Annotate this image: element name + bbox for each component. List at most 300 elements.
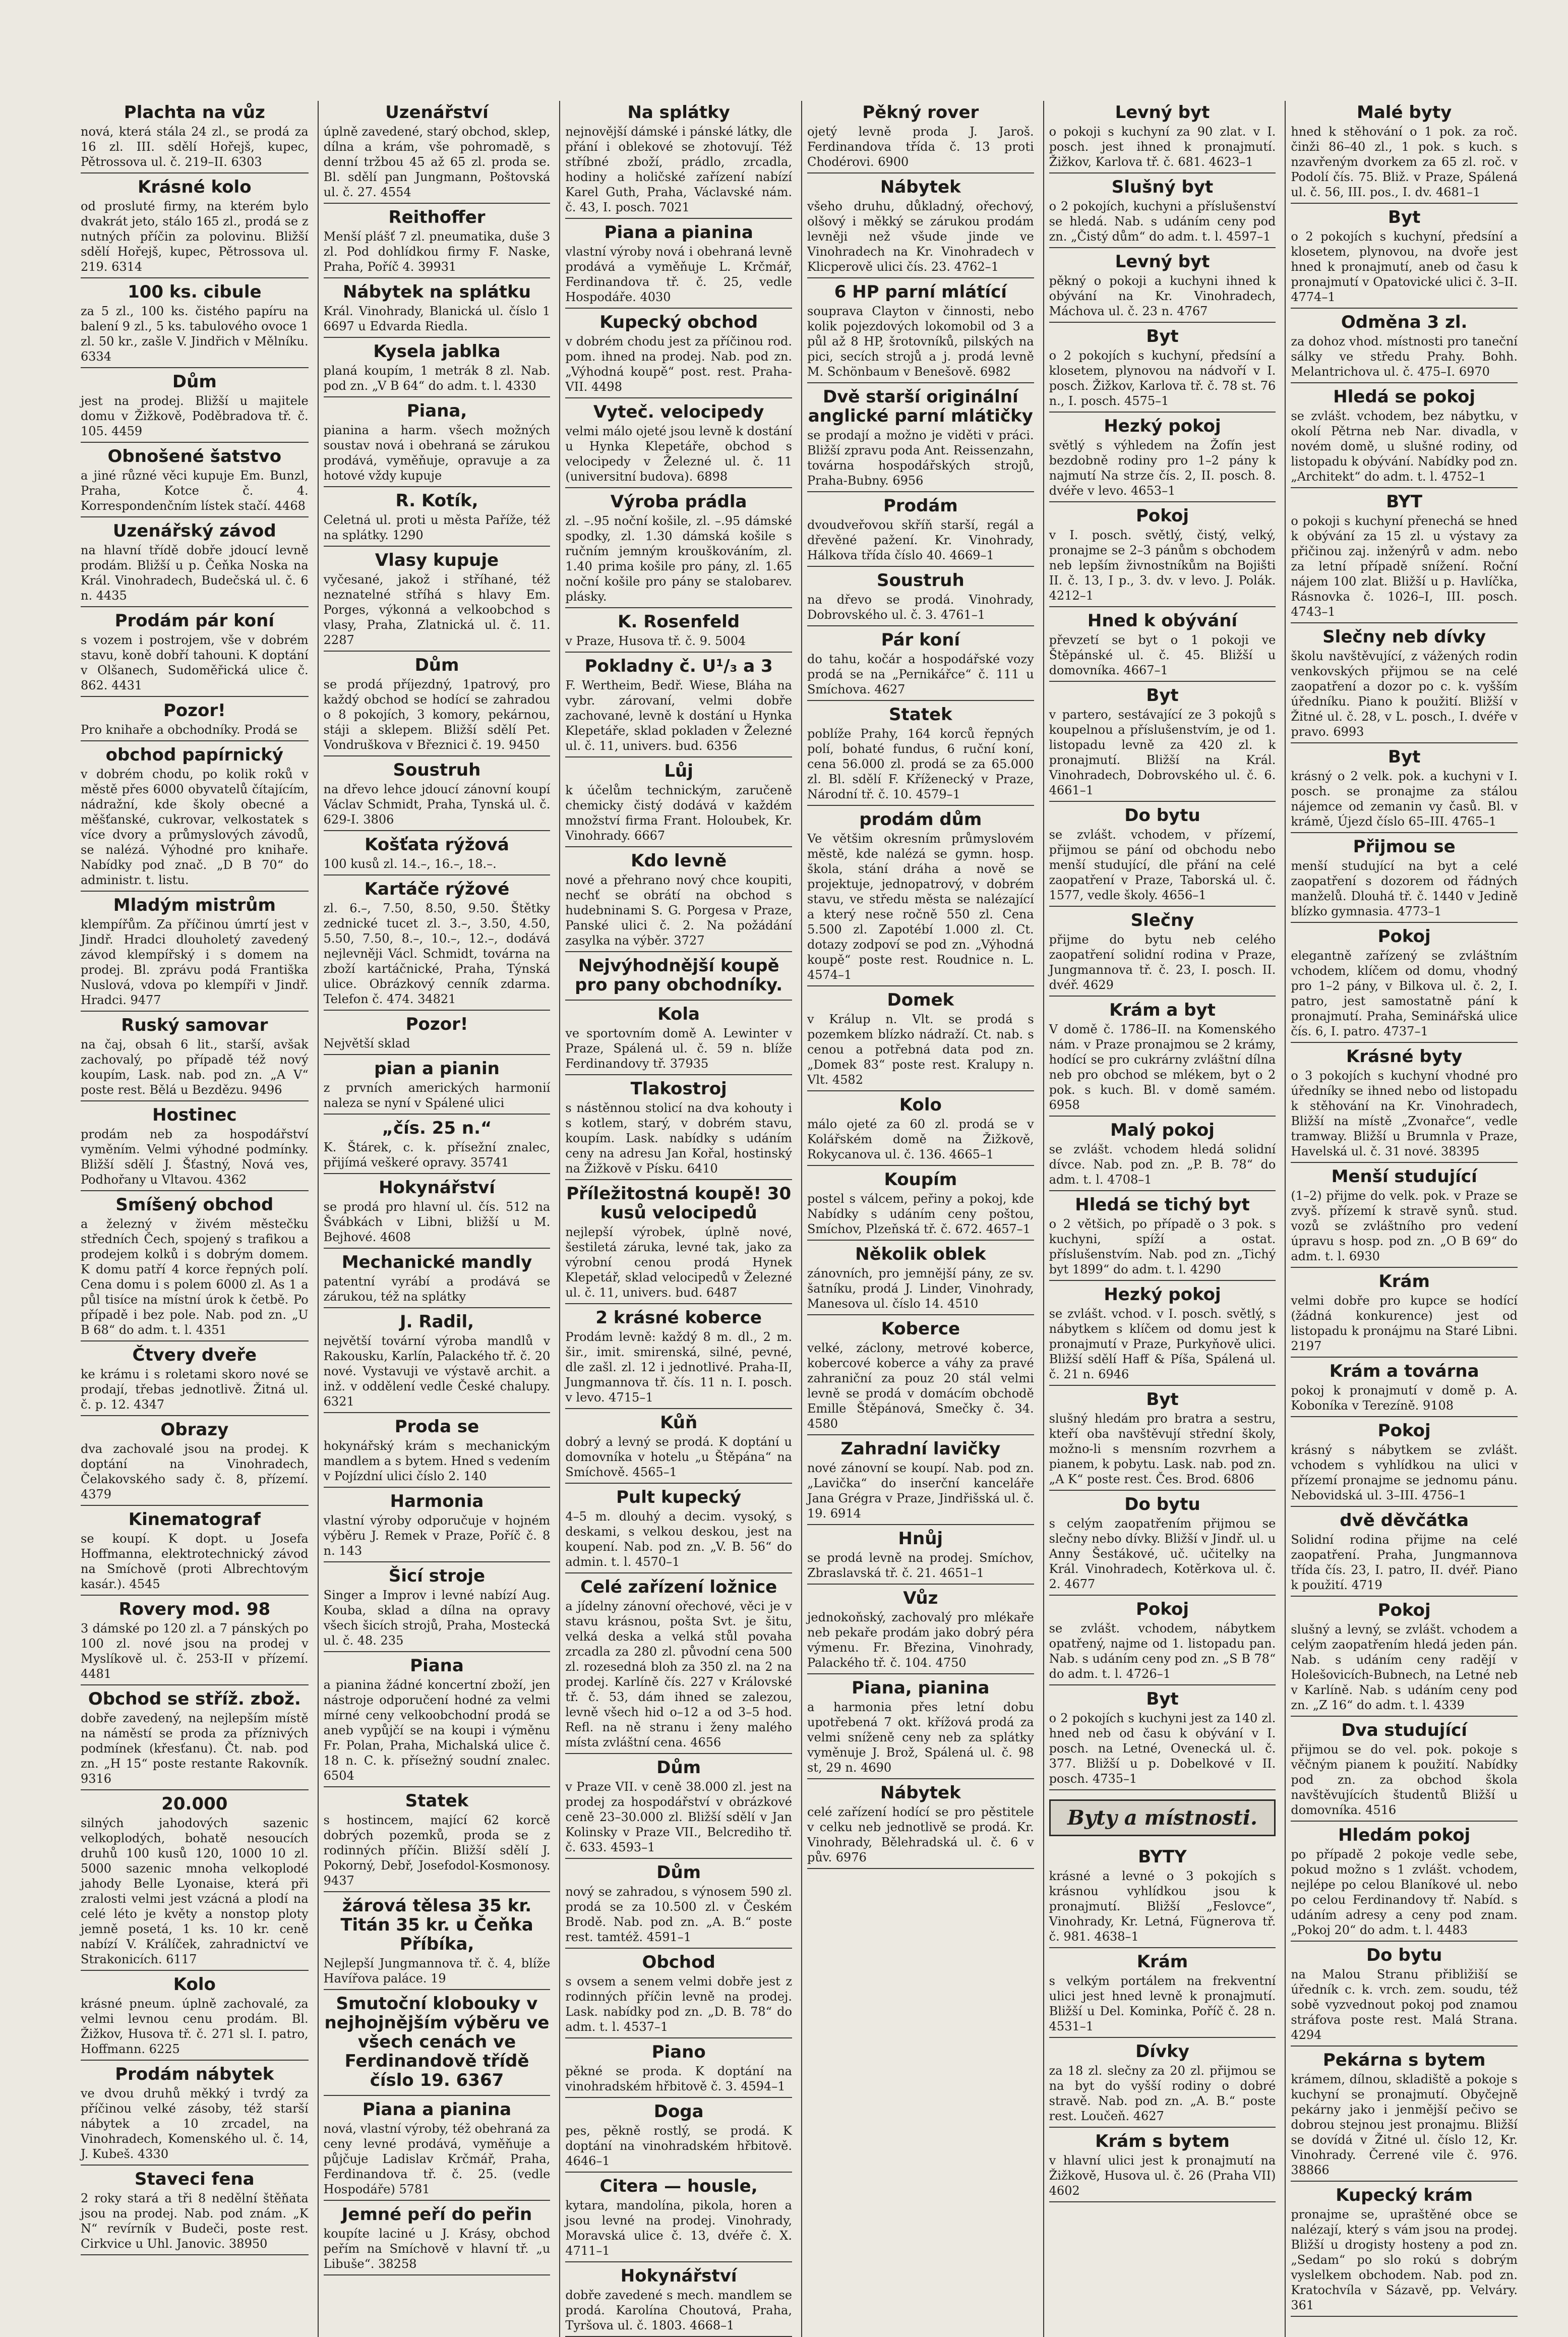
ad-body: menší studující na byt a celé zaopatření s dozorem od řádných manželů. Dlouhá tř. č. 1440 v Jedině blízko gymnasia. 4773–1 bbox=[1291, 859, 1518, 918]
ad-headline: Pokladny č. U¹/₃ a 3 bbox=[584, 656, 773, 676]
classified-ad bbox=[324, 1490, 551, 1562]
classified-ad bbox=[81, 1014, 309, 1101]
ad-headline: Hledám pokoj bbox=[1338, 1825, 1471, 1845]
ad-body: dobře zavedené s mech. mandlem se prodá. Karolína Choutová, Praha, Tyršova ul. č. 1803. 4668–1 bbox=[565, 2288, 792, 2332]
ad-headline: 6 HP parní mlátící bbox=[834, 282, 1007, 302]
classified-ad bbox=[324, 758, 551, 831]
classified-ad bbox=[1291, 625, 1518, 743]
classified-ad bbox=[324, 1251, 551, 1308]
classified-ad bbox=[1049, 415, 1276, 502]
ad-headline: Obrazy bbox=[160, 1420, 229, 1440]
ad-body: na dřevo se prodá. Vinohrady, Dobrovského ul. č. 3. 4761–1 bbox=[807, 593, 1034, 622]
classified-page bbox=[76, 101, 1523, 2332]
ad-body: ojetý levně proda J. Jaroš. Ferdinandova třída č. 13 proti Chodérovi. 6900 bbox=[807, 125, 1034, 169]
classified-ad bbox=[324, 340, 551, 397]
ad-headline: Dům bbox=[414, 655, 459, 675]
ad-body: pěkné se proda. K doptání na vinohradském hřbitově č. 3. 4594–1 bbox=[565, 2064, 792, 2093]
classified-ad bbox=[1049, 1845, 1276, 1948]
ad-headline: Pozor! bbox=[405, 1014, 468, 1034]
ad-body: V domě č. 1786–II. na Komenského nám. v Praze pronajmou se 2 krámy, hodící se pro cukrárny zvláštní dílna neb pro obchod se mlékem, byt o 2 pok. s kuch. Bl. v domě samém. 6958 bbox=[1049, 1022, 1276, 1112]
ad-headline: Do bytu bbox=[1124, 805, 1200, 826]
ad-headline: Kartáče rýžové bbox=[364, 879, 510, 899]
ad-body: poblíže Prahy, 164 korců řepných polí, bohaté fundus, 6 ruční koní, cena 56.000 zl. prodá se za 65.000 zl. Bl. sdělí F. Kříženecký v Praze, Národní tř. č. 10. 4579–1 bbox=[807, 727, 1034, 801]
classified-ad bbox=[324, 2203, 551, 2275]
ad-body: nové zánovní se koupí. Nab. pod zn. „Lavička“ do inserční kanceláře Jana Grégra v Praze, Jindřišská ul. č. 19. 6914 bbox=[807, 1461, 1034, 1521]
ad-headline: Soustruh bbox=[393, 760, 481, 780]
ad-headline: Dva studující bbox=[1341, 1720, 1467, 1740]
ad-headline: Piana bbox=[410, 1656, 464, 1676]
ad-body: pianina a harm. všech možných soustav nová i obehraná se zárukou prodává, vyměňuje, opravuje a za hotové vždy kupuje bbox=[323, 423, 551, 483]
classified-ad bbox=[324, 654, 551, 756]
ad-body: přijme do bytu neb celého zaopatření solidní rodina v Praze, Jungmannova tř. č. 23, I. posch. II. dvéř. 4629 bbox=[1049, 932, 1276, 992]
ad-body: nejnovější dámské i pánské látky, dle přání i oblekové se zhotovují. Též stříbné zboží, prádlo, zrcadla, hodiny a holičské zařízení nabízí Karel Guth, Praha, Václavské nám. č. 43, I. posch. 7021 bbox=[565, 125, 792, 214]
ad-headline: Příležitostná koupě! 30 kusů velocipedů bbox=[566, 1184, 792, 1223]
classified-ad bbox=[81, 445, 309, 517]
ad-headline: Výroba prádla bbox=[610, 492, 747, 512]
ad-body: Prodám levně: každý 8 m. dl., 2 m. šir., imit. smirenská, silné, pevné, dle zašl. zl. 12 i jednotlivé. Praha-II, Jungmannova tř. čís. 11 n. I. posch. v levo. 4715–1 bbox=[565, 1330, 792, 1405]
classified-ad bbox=[324, 1176, 551, 1249]
ad-headline: Slečny neb dívky bbox=[1322, 627, 1486, 647]
ad-headline: Čtvery dveře bbox=[132, 1345, 257, 1365]
classified-ad bbox=[81, 101, 309, 173]
ad-body: o pokoji s kuchyní za 90 zlat. v I. posch. jest ihned k pronajmutí. Žižkov, Karlova tř. č. 681. 4623–1 bbox=[1049, 125, 1276, 169]
classified-ad bbox=[324, 878, 551, 1011]
ad-headline: Nábytek na splátku bbox=[343, 282, 531, 302]
ad-body: a jídelny zánovní ořechové, věci je v stavu krásnou, pošta Svt. je šitu, velká deska a velká stůl povaha zrcadla za 280 zl. původní cena 500 zl. rozesedná bloh za 350 zl. na 2 na prodej. Karlíně čís. 227 v Královské tř. č. 53, dám ihned se zalezou, levně všech hid o–12 a od 3–5 hod. Refl. na ně stranu i ženy malého místa zvláštní cena. 4656 bbox=[565, 1599, 792, 1749]
column-4 bbox=[801, 101, 1039, 2337]
column-6 bbox=[1285, 101, 1523, 2337]
ad-body: se zvlášt. vchodem hledá solidní dívce. Nab. pod zn. „P. B. 78“ do adm. t. l. 4708–1 bbox=[1049, 1142, 1276, 1187]
ad-headline: J. Radil, bbox=[399, 1312, 474, 1332]
ad-headline: Mladým mistrům bbox=[113, 895, 276, 915]
ad-body: velmi málo ojeté jsou levně k dostání u Hynka Klepetáře, obchod s velocipedy v Železné ul. č. 11 (universitní budova). 6898 bbox=[565, 424, 792, 484]
classified-ad bbox=[807, 628, 1034, 701]
ad-headline: Hokynářství bbox=[620, 2266, 737, 2286]
ad-headline: Dům bbox=[656, 1862, 701, 1883]
ad-body: 2 roky stará a tři 8 nedělní štěňata jsou na prodej. Nab. pod znám. „K N“ revírník v Budeči, poste rest. Cirkvice u Uhl. Janovic. 38950 bbox=[81, 2191, 309, 2251]
ad-headline: Košťata rýžová bbox=[365, 835, 509, 855]
ad-body: jednokoňský, zachovalý pro mlékaře neb pekaře prodám jako dobrý péra výmenu. Fr. Březina, Vinohrady, Palackého tř. č. 104. 4750 bbox=[807, 1610, 1034, 1670]
ad-body: nová, vlastní výroby, též obehraná za ceny levné prodává, vyměňuje a půjčuje Ladislav Krčmář, Praha, Ferdinandova tř. č. 25. (vedle Hospodáře) 5781 bbox=[323, 2122, 551, 2196]
ad-body: s nástěnnou stolicí na dva kohouty i s kotlem, starý, v dobrém stavu, koupím. Lask. nabídky s udáním ceny na adresu Jan Kořal, hostinský na Žižkově v Písku. 6410 bbox=[565, 1101, 792, 1176]
classified-ad bbox=[1291, 1944, 1518, 2047]
classified-ad bbox=[807, 1093, 1034, 1166]
column-3 bbox=[559, 101, 797, 2337]
ad-body: krásný o 2 velk. pok. a kuchyni v I. posch. se pronajme za stálou nájemce od zemanin vy časů. Bl. v krámě, Újezd číslo 65–III. 4765–1 bbox=[1291, 769, 1518, 829]
ad-body: přijmou se do vel. pok. pokoje s věčným pianem k použití. Nabídky pod zn. za obchod škola navštěvujících študentů Bližší u domovníka. 4516 bbox=[1291, 1742, 1518, 1817]
ad-body: se koupí. K dopt. u Josefa Hoffmanna, elektrotechnický závod na Smíchově (proti Albrechtovým kasár.). 4545 bbox=[81, 1532, 309, 1591]
classified-ad bbox=[81, 1343, 309, 1416]
classified-ad bbox=[1291, 1599, 1518, 1717]
ad-body: Celetná ul. proti u města Paříže, též na splátky. 1290 bbox=[323, 513, 551, 542]
ad-headline: BYTY bbox=[1138, 1847, 1187, 1867]
classified-ad bbox=[565, 1182, 792, 1304]
classified-ad bbox=[1291, 1270, 1518, 1358]
ad-headline: Nejvýhodnější koupě pro pany obchodníky. bbox=[575, 956, 783, 995]
classified-ad bbox=[565, 400, 792, 488]
ad-body: Největší sklad bbox=[323, 1036, 410, 1050]
ad-body: o 2 pokojích, kuchyni a příslušenství se hledá. Nab. s udáním ceny pod zn. „Čistý dům“ do adm. t. l. 4597–1 bbox=[1049, 199, 1276, 244]
classified-ad bbox=[1291, 745, 1518, 833]
classified-ad bbox=[1291, 1360, 1518, 1417]
ad-headline: Pekárna s bytem bbox=[1322, 2050, 1486, 2070]
classified-ad bbox=[1049, 1388, 1276, 1491]
ad-headline: Hnůj bbox=[898, 1529, 943, 1549]
ad-body: a pianina žádné koncertní zboží, jen nástroje odporučení hodné za velmi mírné ceny velkoobchodní prodá se aneb vypůjčí se na koupi i výměnu Fr. Polan, Praha, Michalská ulice č. 18 n. C. k. přísežný soudní znalec. 6504 bbox=[323, 1678, 551, 1783]
ad-headline: Slušný byt bbox=[1111, 177, 1214, 197]
ad-headline: Slečny bbox=[1130, 910, 1194, 930]
classified-ad bbox=[81, 1973, 309, 2061]
classified-ad bbox=[324, 2098, 551, 2201]
classified-ad bbox=[565, 1861, 792, 1949]
ad-headline: Malé byty bbox=[1357, 102, 1452, 123]
ad-headline: Krám a továrna bbox=[1329, 1361, 1479, 1381]
classified-ad bbox=[81, 176, 309, 278]
classified-ad bbox=[565, 1575, 792, 1754]
ad-body: Nejlepší Jungmannova tř. č. 4, blíže Havířova paláce. 19 bbox=[323, 1956, 551, 1985]
ad-body: o 2 pokojích s kuchyni jest za 140 zl. hned neb od času k obývání v I. posch. na Letné, Ovenecká ul. č. 377. Bližší u p. Dobelkové v II. posch. 4735–1 bbox=[1049, 1711, 1276, 1786]
ad-headline: Hned k obývání bbox=[1087, 611, 1238, 631]
ad-body: v Praze, Husova tř. č. 9. 5004 bbox=[565, 634, 746, 648]
classified-ad bbox=[1291, 490, 1518, 623]
ad-headline: Do bytu bbox=[1124, 1494, 1200, 1514]
ad-headline: obchod papírnický bbox=[105, 745, 284, 765]
classified-ad bbox=[81, 1103, 309, 1191]
ad-body: krásný s nábytkem se zvlášt. vchodem s vyhlídkou na ulici v přízemí pronajme se jednomu pánu. Nebovidská ul. 3–III. 4756–1 bbox=[1291, 1443, 1518, 1502]
classified-ad bbox=[565, 1306, 792, 1409]
ad-headline: Koberce bbox=[881, 1319, 960, 1339]
ad-body: se zvlášt. vchodem, v přízemí, přijmou se pání od obchodu nebo menší studující, dle přání na celé zaopatření v Praze, Taborská ul. č. 1577, vedle školy. 4656–1 bbox=[1049, 828, 1276, 902]
ad-headline: Piana a pianina bbox=[362, 2099, 512, 2120]
classified-ad bbox=[1049, 1119, 1276, 1191]
ad-body: postel s válcem, peřiny a pokoj, kde Nabídky s udáním ceny poštou, Smíchov, Plzeňská tř. č. 672. 4657–1 bbox=[807, 1192, 1034, 1236]
ad-headline: Uzenářství bbox=[385, 102, 489, 123]
ad-headline: dvě děvčátka bbox=[1340, 1510, 1469, 1531]
ad-body: za 5 zl., 100 ks. čistého papíru na balení 9 zl., 5 ks. tabulového ovoce 1 zl. 50 kr., zašle V. Jindřich v Mělníku. 6334 bbox=[81, 304, 309, 364]
column-5 bbox=[1043, 101, 1281, 2337]
ad-body: prodám neb za hospodářství vyměním. Velmi výhodné podmínky. Bližší sdělí J. Šťastný, Nová ves, Podhořany u Vltavou. 4362 bbox=[81, 1127, 309, 1187]
ad-body: v hlavní ulici jest k pronajmutí na Žižkově, Husova ul. č. 26 (Praha VII) 4602 bbox=[1049, 2153, 1276, 2198]
ad-headline: Kysela jablka bbox=[373, 341, 501, 362]
ad-headline: Byt bbox=[1146, 326, 1179, 346]
ad-body: z prvních amerických harmonií naleza se nyní v Spálené ulici bbox=[323, 1081, 551, 1110]
ad-body: o 3 pokojích s kuchyní vhodné pro úředníky se ihned nebo od listopadu k stěhování na Kr. Vinohradech, Bližší na místě „Zvonařce“, vedle tramway. Bližší u Brumnla v Praze, Havelská ul. č. 31 nové. 38395 bbox=[1291, 1069, 1518, 1158]
ad-body: silných jahodových sazenic velkoplodých, bohatě nesoucích druhů 100 kusů 120, 1000 10 zl. 5000 sazenic mnoha velkoplodé jahody Belle Lyonaise, která při zralosti velmi jest vzácná a plodí na celé léto je květy a nonstop ploty jemně posetá, 1 ks. 10 kr. ceně nabízí V. Králíček, zahradnictví ve Strakonicích. 6117 bbox=[81, 1816, 309, 1966]
ad-body: K. Štárek, c. k. přísežní znalec, přijímá veškeré opravy. 35741 bbox=[323, 1140, 551, 1170]
classified-ad bbox=[81, 280, 309, 368]
ad-body: se zvlášt. vchodem, nábytkem opatřený, najme od 1. listopadu pan. Nab. s udáním ceny pod zn. „S B 78“ do adm. t. l. 4726–1 bbox=[1049, 1621, 1276, 1681]
ad-headline: Kolo bbox=[899, 1095, 942, 1115]
ad-body: vlastní výroby odporučuje v hojném výběru J. Remek v Praze, Poříč č. 8 n. 143 bbox=[323, 1513, 551, 1558]
ad-body: s celým zaopatřením přijmou se slečny nebo dívky. Bližší v Jindř. ul. u Anny Šestákové, uč. učitelky na Král. Vinohradech, Kotěrkova ul. č. 2. 4677 bbox=[1049, 1516, 1276, 1591]
classified-ad bbox=[81, 1598, 309, 1685]
ad-headline: Nábytek bbox=[880, 1783, 961, 1803]
ad-body: pronajme se, upraštěné obce se nalézají, který s vám jsou na prodej. Bližší u drogisty hosteny a pod zn. „Sedam“ po slo rokú s dobrým vyslelkem obchodem. Nab. pod zn. Kratochvíla v Sázavě, pp. Velváry. 361 bbox=[1291, 2207, 1518, 2312]
ad-body: o 2 pokojích s kuchyní, předsíní a klosetem, plynovou na nádvoří v I. posch. Žižkov, Karlova tř. č. 78 st. 76 n., I. posch. 4575–1 bbox=[1049, 348, 1276, 408]
classified-ad bbox=[1049, 250, 1276, 323]
ad-body: za dohoz vhod. místnosti pro taneční sálky ve středu Prahy. Bohh. Melantrichova ul. č. 475–I. 6970 bbox=[1291, 334, 1518, 379]
section-banner-text: Byty a místnosti. bbox=[1067, 1806, 1257, 1830]
ad-headline: Kolo bbox=[173, 1974, 216, 1995]
ad-body: souprava Clayton v činnosti, nebo kolik pojezdových lokomobil od 3 a půl až 8 HP, šrotovníků, pilských na pici, secích strojů a j. prodá levně M. Schönbaum v Benešově. 6982 bbox=[807, 304, 1034, 379]
ad-body: vyčesané, jakož i stříhané, též neznatelné stříhá s hlavy Em. Porges, výkonná a velkoobchod s vlasy, Praha, Zlatnická ul. č. 11. 2287 bbox=[323, 572, 551, 647]
ad-headline: Kůň bbox=[660, 1413, 698, 1433]
ad-body: se zvlášt. vchod. v I. posch. světlý, s nábytkem s klíčem od domu jest k pronajmutí v Praze, Purkyňově ulici. Bližší sdělí Haff & Píša, Spálená ul. č. 21 n. 6946 bbox=[1049, 1307, 1276, 1381]
ad-body: zl. 6.–, 7.50, 8.50, 9.50. Štětky zednické tucet zl. 3.–, 3.50, 4.50, 5.50, 7.50, 8.–, 10.–, 12.–, dodává nejlevněji Václ. Schmidt, továrna na zboží kartáčnické, Praha, Týnská ulice. Obrázkový cenník zdarma. Telefon č. 474. 34821 bbox=[323, 901, 551, 1006]
ad-headline: Domek bbox=[887, 990, 954, 1010]
ad-headline: Pokoj bbox=[1135, 506, 1189, 526]
ad-headline: Hezký pokoj bbox=[1104, 416, 1221, 436]
classified-ad bbox=[81, 1418, 309, 1506]
classified-ad bbox=[1049, 804, 1276, 907]
classified-ad bbox=[565, 1077, 792, 1180]
classified-ad bbox=[807, 1317, 1034, 1435]
classified-ad bbox=[1291, 311, 1518, 383]
classified-ad bbox=[81, 1508, 309, 1596]
classified-ad bbox=[807, 1781, 1034, 1869]
classified-ad bbox=[81, 519, 309, 607]
ad-headline: Levný byt bbox=[1115, 102, 1210, 123]
section-banner bbox=[1049, 1799, 1276, 1836]
ad-headline: Menší studující bbox=[1331, 1166, 1477, 1187]
classified-ad bbox=[1291, 1719, 1518, 1822]
classified-ad bbox=[1049, 101, 1276, 173]
ad-headline: Piana, bbox=[406, 401, 467, 421]
ad-body: na dřevo lehce jdoucí zánovní koupí Václav Schmidt, Praha, Tynská ul. č. 629-I. 3806 bbox=[323, 782, 551, 827]
ad-body: od prosluté firmy, na kterém bylo dvakrát jeto, stálo 165 zl., prodá se z nutných příčin za polovinu. Bližší sdělí Hořejš, kupec, Pětrossova ul. 219. 6314 bbox=[81, 199, 309, 274]
classified-ad bbox=[565, 490, 792, 608]
ad-headline: Kupecký krám bbox=[1336, 2185, 1473, 2205]
ad-headline: Staveci fena bbox=[135, 2169, 255, 2189]
ad-body: převzetí se byt o 1 pokoji ve Štěpánské ul. č. 45. Bližší u domovníka. 4667–1 bbox=[1049, 633, 1276, 677]
ad-headline: Levný byt bbox=[1115, 252, 1210, 272]
ad-body: a jiné různé věci kupuje Em. Bunzl, Praha, Kotce č. 4. Korrespondenčním lístek stačí. 4468 bbox=[81, 469, 309, 513]
ad-headline: Koupím bbox=[884, 1170, 957, 1190]
classified-ad bbox=[565, 311, 792, 398]
classified-ad bbox=[1049, 1283, 1276, 1386]
ad-headline: Piana a pianina bbox=[604, 222, 753, 243]
classified-ad bbox=[324, 1057, 551, 1115]
ad-headline: Dívky bbox=[1135, 2041, 1189, 2062]
ad-body: na čaj, obsah 6 lit., starší, avšak zachovalý, po případě též nový koupím, Lask. nab. pod zn. „A V“ poste rest. Bělá u Bezdězu. 9496 bbox=[81, 1037, 309, 1097]
ad-body: pěkný o pokoji a kuchyni ihned k obývání na Kr. Vinohradech, Máchova ul. č. 23 n. 4767 bbox=[1049, 274, 1276, 318]
classified-ad bbox=[1291, 1824, 1518, 1942]
ad-body: světlý s výhledem na Žofín jest bezdobně rodiny pro 1–2 pány k najmutí Na strze čís. 2, II. posch. 8. dvéře v levo. 4653–1 bbox=[1049, 438, 1276, 498]
classified-ad bbox=[81, 2168, 309, 2255]
classified-ad bbox=[324, 399, 551, 487]
ad-headline: Byt bbox=[1146, 1689, 1179, 1709]
ad-body: zánovních, pro jemnější pány, ze sv. šatníku, prodá J. Linder, Vinohrady, Manesova ul. číslo 14. 4510 bbox=[807, 1266, 1034, 1311]
classified-ad bbox=[565, 655, 792, 757]
ad-body: za 18 zl. slečny za 20 zl. přijmou se na byt do vyšší rodiny o dobré stravě. Nab. pod zn. „A. B.“ poste rest. Loučeň. 4627 bbox=[1049, 2064, 1276, 2123]
ad-body: dobrý a levný se prodá. K doptání u domovníka v hotelu „u Štěpána“ na Smíchově. 4565–1 bbox=[565, 1435, 792, 1479]
classified-ad bbox=[807, 101, 1034, 173]
ad-headline: Přijmou se bbox=[1353, 837, 1456, 857]
ad-body: elegantně zařízený se zvláštním vchodem, klíčem od domu, vhodný pro 1–2 pány, v Bilkova ul. č. 2, I. patro, jest samostatně pání k pronajmutí. Praha, Seminářská ulice čís. 6, I. patro. 4737–1 bbox=[1291, 949, 1518, 1038]
classified-ad bbox=[81, 370, 309, 443]
ad-headline: Několik oblek bbox=[855, 1244, 986, 1264]
ad-headline: Uzenářský závod bbox=[112, 521, 276, 541]
ad-headline: Hostinec bbox=[152, 1105, 237, 1125]
ad-body: se prodají a možno je viděti v práci. Bližší zpravu poda Ant. Reissenzahn, továrna hospodářských strojů, Praha-Bubny. 6956 bbox=[807, 428, 1034, 488]
ad-headline: Prodám bbox=[883, 496, 958, 516]
ad-body: kytara, mandolína, pikola, horen a jsou levné na prodej. Vinohrady, Moravská ulice č. 13, dvéře č. X. 4711–1 bbox=[565, 2198, 792, 2258]
ad-headline: Dům bbox=[172, 372, 217, 392]
ad-headline: K. Rosenfeld bbox=[618, 612, 740, 632]
ad-headline: Tlakostroj bbox=[630, 1079, 727, 1099]
ad-headline: Obnošené šatstvo bbox=[107, 446, 282, 466]
ad-headline: Pokoj bbox=[1377, 926, 1431, 947]
ad-body: s hostincem, mající 62 korcě dobrých pozemků, proda se z rodinných příčin. Bližší sdělí J. Pokorný, Debř, Josefodol-Kosmonosy. 9437 bbox=[323, 1813, 551, 1888]
ad-body: pokoj k pronajmutí v domě p. A. Koboníka v Terezíně. 9108 bbox=[1291, 1383, 1518, 1413]
classified-ad bbox=[807, 1587, 1034, 1674]
classified-ad bbox=[807, 176, 1034, 278]
ad-headline: Dům bbox=[656, 1758, 701, 1778]
ad-headline: Byt bbox=[1146, 685, 1179, 706]
ad-headline: Malý pokoj bbox=[1110, 1120, 1215, 1140]
classified-ad bbox=[324, 1564, 551, 1652]
classified-ad bbox=[565, 1951, 792, 2038]
classified-ad bbox=[324, 1654, 551, 1787]
classified-ad bbox=[1291, 1509, 1518, 1597]
classified-ad bbox=[1049, 176, 1276, 248]
ad-body: největší tovární výroba mandlů v Rakousku, Karlín, Palackého tř. č. 20 nové. Vystavuji ve výstavě archit. a inž. v oddělení vedle České chalupy. 6321 bbox=[323, 1334, 551, 1409]
ad-headline: Ruský samovar bbox=[121, 1015, 268, 1035]
ad-headline: Dvě starší originální anglické parní mlátičky bbox=[808, 387, 1033, 426]
classified-ad bbox=[1049, 609, 1276, 682]
ad-body: úplně zavedené, starý obchod, sklep, dílna a krám, vše pohromadě, s denní tržbou 45 až 65 zl. proda se. Bl. sdělí pan Jungmann, Poštovská ul. č. 27. 4554 bbox=[323, 125, 551, 199]
ad-headline: Proda se bbox=[394, 1417, 479, 1437]
ad-headline: Krásné byty bbox=[1346, 1046, 1463, 1067]
ad-body: ke krámu i s roletami skoro nové se prodají, třebas jednotlivě. Žitná ul. č. p. 12. 4347 bbox=[81, 1367, 309, 1412]
classified-ad bbox=[1049, 1193, 1276, 1281]
classified-ad bbox=[565, 1003, 792, 1075]
classified-ad bbox=[565, 849, 792, 952]
classified-ad bbox=[807, 808, 1034, 986]
classified-ad bbox=[1049, 504, 1276, 607]
ad-headline: Nábytek bbox=[880, 177, 961, 197]
ad-body: v I. posch. světlý, čistý, velký, pronajme se 2–3 pánům s obchodem neb lepším živnostníkům na Bojišti II. č. 13, I p., 3. dv. v levo. J. Polák. 4212–1 bbox=[1049, 528, 1276, 603]
ad-headline: žárová tělesa 35 kr. Titán 35 kr. u Čeňka Příbíka, bbox=[340, 1896, 533, 1954]
ad-body: ve sportovním domě A. Lewinter v Praze, Spálená ul. č. 59 n. blíže Ferdinandovy tř. 37935 bbox=[565, 1026, 792, 1071]
ad-body: se prodá levně na prodej. Smíchov, Zbraslavská tř. č. 21. 4651–1 bbox=[807, 1551, 1034, 1580]
classified-ad bbox=[807, 494, 1034, 567]
classified-ad bbox=[1049, 325, 1276, 413]
classified-ad bbox=[1291, 1045, 1518, 1163]
classified-ad bbox=[565, 2264, 792, 2337]
ad-body: nové a přehrano nový chce koupiti, nechť se obrátí na obchod s hudebninami S. G. Porgesa v Praze, Panské ulici č. 2. Na požádání zasylka na výběr. 3727 bbox=[565, 873, 792, 948]
classified-ad bbox=[81, 609, 309, 697]
classified-ad bbox=[565, 1411, 792, 1484]
ad-headline: Vůz bbox=[903, 1588, 938, 1608]
ad-body: Ve většim okresním průmyslovém městě, kde nalézá se gymn. hosp. škola, stání dráha a nově se projektuje, jednopatrový, v dobrém stavu, ve středu města se nalézající a který nese ročně 550 zl. Cena 5.500 zl. Zapotébí 1.000 zl. Ct. dotazy zodpoví se pod zn. „Výhodná koupě“ poste rest. Roudnice n. L. 4574–1 bbox=[807, 832, 1034, 982]
ad-body: v Králup n. Vlt. se prodá s pozemkem blízko nádraží. Ct. nab. s cenou a potřebná data pod zn. „Domek 83“ poste rest. Kralupy n. Vlt. 4582 bbox=[807, 1012, 1034, 1087]
ad-headline: Byt bbox=[1388, 747, 1421, 767]
classified-ad bbox=[565, 2175, 792, 2262]
ad-headline: Pult kupecký bbox=[616, 1487, 742, 1507]
ad-body: o pokoji s kuchyní přenechá se hned k obývání za 15 zl. u výstavy za přičinou zaj. inženýrů v adm. nebo za letní případě snížení. Roční nájem 100 zlat. Bližší u p. Havlíčka, Rásnovka č. 1026–I, III. posch. 4743–1 bbox=[1291, 514, 1518, 619]
ad-body: slušný a levný, se zvlášt. vchodem a celým zaopatřením hledá jeden pán. Nab. s udáním ceny radějí v Holešovicích-Bubnech, na Letné neb v Karlíně. Nab. s udáním ceny pod zn. „Z 16“ do adm. t. l. 4339 bbox=[1291, 1622, 1518, 1712]
ad-body: Menší plášť 7 zl. pneumatika, duše 3 zl. Pod dohlídkou firmy F. Naske, Praha, Poříč 4. 39931 bbox=[323, 229, 551, 274]
column-2 bbox=[318, 101, 556, 2337]
ad-headline: Krám a byt bbox=[1109, 1000, 1216, 1020]
classified-ad bbox=[565, 610, 792, 653]
ad-headline: Kupecký obchod bbox=[599, 312, 758, 332]
ad-headline: Statek bbox=[405, 1791, 469, 1811]
ad-body: 100 kusů zl. 14.–, 16.–, 18.–. bbox=[323, 857, 497, 871]
ad-headline: Smutoční klobouky v nejhojnějším výběru ve všech cenách ve Ferdinandově třídě číslo 19. 6367 bbox=[324, 1994, 550, 2090]
ad-headline: Vlasy kupuje bbox=[375, 550, 499, 570]
classified-ad bbox=[1049, 2130, 1276, 2202]
ad-body: krásné pneum. úplně zachovalé, za velmi levnou cenu prodám. Bl. Žižkov, Husova tř. č. 271 sl. I. patro, Hoffmann. 6225 bbox=[81, 1997, 309, 2056]
ad-headline: Krám s bytem bbox=[1095, 2131, 1230, 2151]
ad-body: hokynářský krám s mechanickým mandlem a s bytem. Hned s vedením v Pojízdní ulici číslo 2. 140 bbox=[323, 1439, 551, 1483]
ad-headline: Harmonia bbox=[390, 1491, 484, 1511]
ad-headline: Pěkný rover bbox=[862, 102, 979, 123]
ad-headline: Jemné peří do peřin bbox=[341, 2204, 532, 2225]
classified-ad bbox=[565, 759, 792, 847]
ad-headline: Piano bbox=[651, 2042, 706, 2062]
classified-ad bbox=[565, 954, 792, 1001]
classified-ad bbox=[324, 101, 551, 204]
ad-headline: Kdo levně bbox=[631, 851, 727, 871]
ad-headline: Celé zařízení ložnice bbox=[580, 1577, 777, 1597]
classified-ad bbox=[1291, 2049, 1518, 2182]
ad-headline: Vyteč. velocipedy bbox=[593, 402, 764, 422]
classified-ad bbox=[81, 699, 309, 741]
ad-body: na Malou Stranu přibližiší se úředník c. k. vrch. zem. soudu, též sobě vyzvednout pokoj pod znamou stráfova poste rest. Malá Strana. 4294 bbox=[1291, 1967, 1518, 2042]
ad-headline: Obchod se stříž. zbož. bbox=[88, 1689, 301, 1709]
ad-headline: Obchod bbox=[642, 1952, 715, 1972]
classified-ad bbox=[1291, 925, 1518, 1043]
ad-body: velké, záclony, metrové koberce, kobercové koberce a váhy za pravé zahraniční za pouz 20 stál velmi levně se prodá v domácím obchodě Emille Štěpánová, Smečky č. 34. 4580 bbox=[807, 1341, 1034, 1431]
classified-ad bbox=[81, 1193, 309, 1341]
ad-headline: Zahradní lavičky bbox=[840, 1439, 1001, 1459]
column-1 bbox=[76, 101, 314, 2337]
ad-body: celé zařízení hodící se pro pěstitele v celku neb jednotlivě se prodá. Kr. Vinohrady, Bělehradská ul. č. 6 v pův. 6976 bbox=[807, 1805, 1034, 1864]
ad-headline: prodám dům bbox=[859, 809, 982, 830]
ad-body: k účelům technickým, zaručeně chemicky čistý dodává v každém množství firma Frant. Holoubek, Kr. Vinohrady. 6667 bbox=[565, 783, 792, 843]
ad-body: Solidní rodina přijme na celé zaopatření. Praha, Jungmannova třída čís. 23, I. patro, II. dvéř. Piano k použití. 4719 bbox=[1291, 1533, 1518, 1592]
ad-headline: Piana, pianina bbox=[852, 1678, 990, 1698]
ad-headline: Byt bbox=[1146, 1389, 1179, 1410]
ad-body: Král. Vinohrady, Blanická ul. číslo 1 6697 u Edvarda Riedla. bbox=[323, 304, 551, 333]
ad-body: slušný hledám pro bratra a sestru, kteří oba navštěvují střední školy, možno-li s mensním rozvrhem a pianem, k pobytu. Lask. nab. pod zn. „A K“ poste rest. Čes. Brod. 6806 bbox=[1049, 1412, 1276, 1486]
ad-body: hned k stěhování o 1 pok. za roč. činži 86–40 zl., 1 pok. s kuch. s nzavřeným dvorkem za 65 zl. roč. v Podolí čís. 75. Bliž. v Praze, Spálená ul. č. 56, III. pos., I. dv. 4681–1 bbox=[1291, 125, 1518, 199]
classified-ad bbox=[1291, 1165, 1518, 1268]
ad-headline: Krám bbox=[1136, 1952, 1188, 1972]
classified-ad bbox=[565, 221, 792, 309]
classified-ad bbox=[807, 385, 1034, 492]
ad-body: se prodá příjezdný, 1patrový, pro každý obchod se hodící se zahradou o 8 pokojích, 3 komory, pekárnou, stáji a sklepem. Bližší sdělí Pet. Vondruškova v Březnici č. 19. 9450 bbox=[323, 677, 551, 752]
classified-ad bbox=[324, 489, 551, 547]
ad-headline: Mechanické mandly bbox=[341, 1252, 532, 1272]
ad-body: nový se zahradou, s výnosem 590 zl. prodá se za 10.500 zl. v Českém Brodě. Nab. pod zn. „A. B.“ poste rest. tamtéž. 4591–1 bbox=[565, 1885, 792, 1944]
classified-ad bbox=[565, 101, 792, 219]
classified-ad bbox=[324, 1117, 551, 1174]
classified-ad bbox=[324, 1310, 551, 1413]
classified-ad bbox=[807, 988, 1034, 1091]
classified-ad bbox=[324, 1013, 551, 1055]
ad-body: školu navštěvující, z vážených rodin venkovských přijmou se na celé zaopatření a dozor po c. k. vyšším úředníku. Piano k použití. Bližší v Žitné ul. č. 28, v L. posch., I. dvéře v pravo. 6993 bbox=[1291, 649, 1518, 739]
ad-body: ve dvou druhů měkký i tvrdý za příčinou velké zásoby, též starší nábytek a 10 zrcadel, na Vinohradech, Komenského ul. č. 14, J. Kubeš. 4330 bbox=[81, 2086, 309, 2161]
classified-ad bbox=[81, 1792, 309, 1971]
ad-headline: pian a pianin bbox=[374, 1059, 500, 1079]
ad-body: nová, která stála 24 zl., se prodá za 16 zl. III. sdělí Hořejš, kupec, Pětrossova ul. č. 219–II. 6303 bbox=[81, 125, 309, 169]
ad-body: 3 dámské po 120 zl. a 7 pánských po 100 zl. nové jsou na prodej v Myslíkově ul. č. 253-II v přízemí. 4481 bbox=[81, 1621, 309, 1681]
ad-body: F. Wertheim, Bedř. Wiese, Bláha na vybr. zárovaní, velmi dobře zachované, levně k dostání u Hynka Klepetáře, sklad pokladen v Železné ul. č. 11, univers. bud. 6356 bbox=[565, 678, 792, 753]
ad-headline: Pokoj bbox=[1377, 1600, 1431, 1620]
